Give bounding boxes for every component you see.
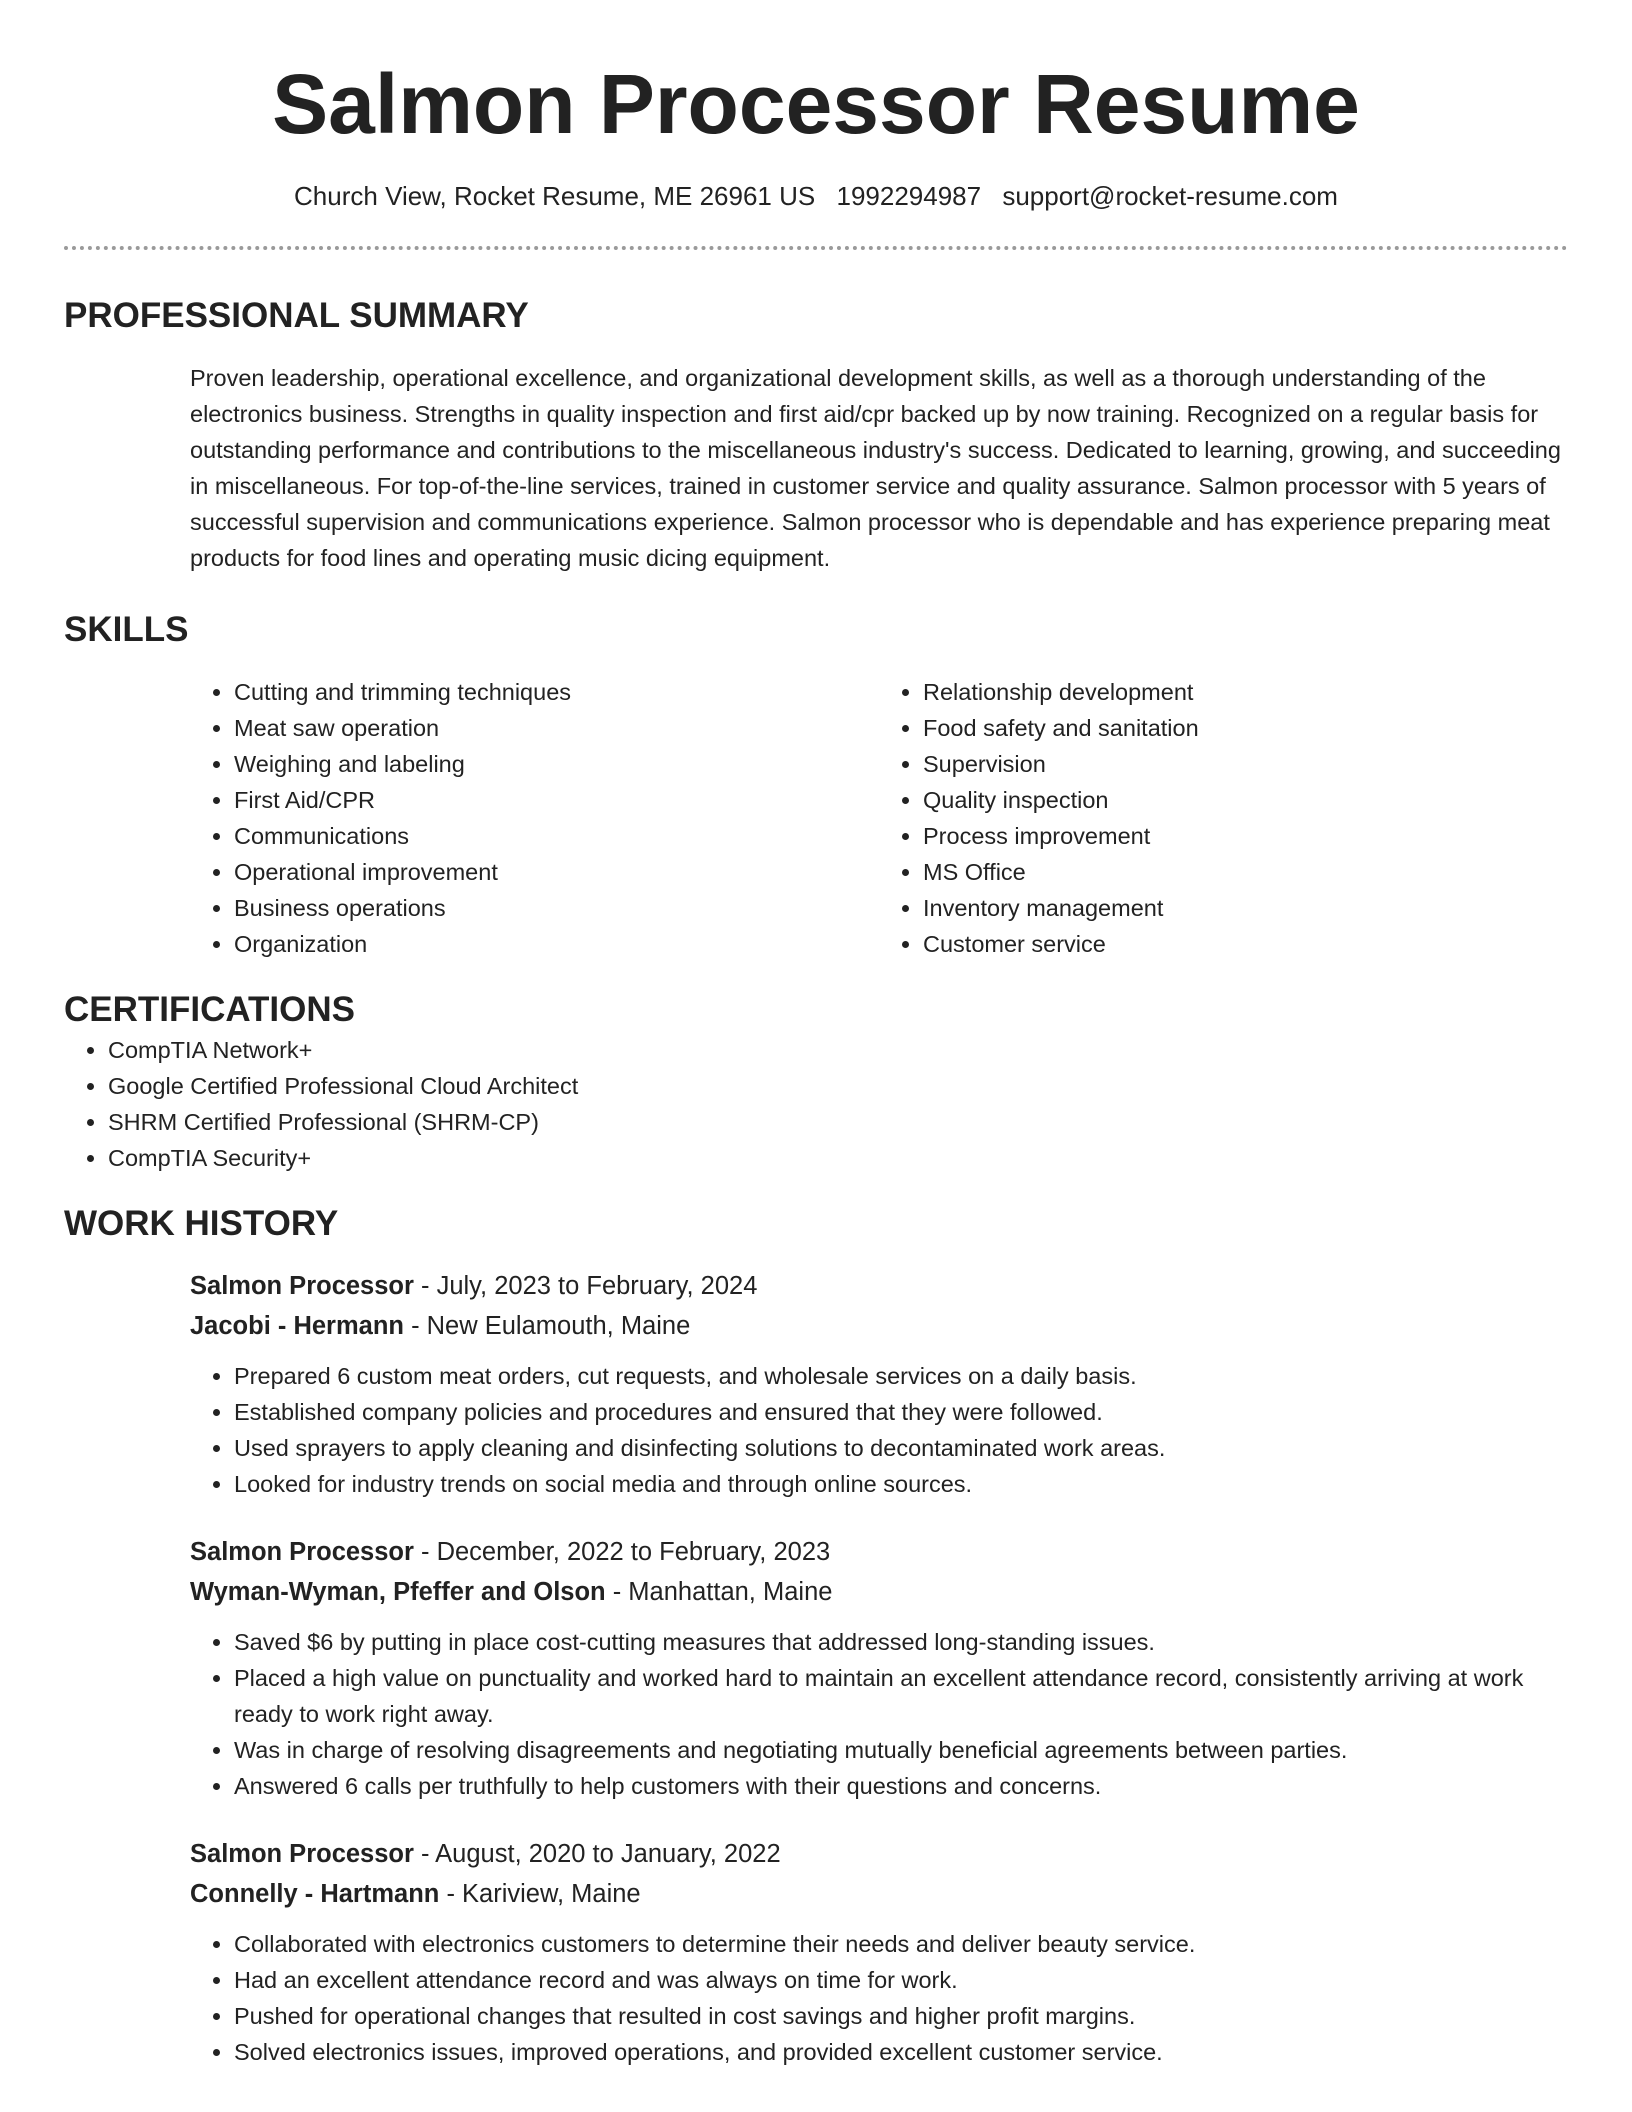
job-dates: - August, 2020 to January, 2022 (413, 1840, 781, 1868)
skill-item: • Food safety and sanitation (923, 710, 1568, 746)
summary-heading: PROFESSIONAL SUMMARY (64, 296, 529, 335)
certification-item: • SHRM Certified Professional (SHRM-CP) (108, 1104, 1568, 1140)
certification-item: • CompTIA Network+ (108, 1032, 1568, 1068)
skill-item: • Communications (234, 818, 879, 854)
skills-list-left (190, 674, 879, 962)
skill-item: • Meat saw operation (234, 710, 879, 746)
certifications-heading: CERTIFICATIONS (64, 990, 356, 1029)
job-role: Salmon Processor (190, 1538, 414, 1566)
job-duty: • Saved $6 by putting in place cost-cutting measures that addressed long-standing issues. (234, 1624, 1568, 1660)
job-role: Salmon Processor (190, 1272, 414, 1300)
job-duty: • Solved electronics issues, improved operations, and provided excellent customer service. (234, 2034, 1568, 2070)
job-entry (190, 1834, 1568, 2070)
contact-email: support@rocket-resume.com (1002, 181, 1338, 211)
skill-item: • Operational improvement (234, 854, 879, 890)
skills-columns (190, 674, 1568, 962)
skill-item: • Weighing and labeling (234, 746, 879, 782)
job-duty: • Used sprayers to apply cleaning and disinfecting solutions to decontaminated work areas. (234, 1430, 1568, 1466)
job-entry (190, 1532, 1568, 1804)
job-dates: - July, 2023 to February, 2024 (413, 1272, 758, 1300)
skill-item: • Process improvement (923, 818, 1568, 854)
job-company-line (190, 1306, 1568, 1346)
work-history-heading: WORK HISTORY (64, 1204, 339, 1243)
job-entry (190, 1266, 1568, 1502)
job-location: - New Eulamouth, Maine (403, 1312, 691, 1340)
skill-item: • Cutting and trimming techniques (234, 674, 879, 710)
job-duty: • Collaborated with electronics customers to determine their needs and deliver beauty service. (234, 1926, 1568, 1962)
job-duty: • Looked for industry trends on social media and through online sources. (234, 1466, 1568, 1502)
job-duty: • Placed a high value on punctuality and worked hard to maintain an excellent attendance record, consistently arriving at work ready to work right away. (234, 1660, 1568, 1732)
job-location: - Manhattan, Maine (605, 1578, 833, 1606)
summary-text: Proven leadership, operational excellence, and organizational development skills, as well as a thorough understanding of the electronics business. Strengths in quality inspection and first aid/cpr backed up by now training. Recognized on a regular basis for outstanding performance and contributions to the miscellaneous industry's success. Dedicated to learning, growing, and succeeding in miscellaneous. For top-of-the-line services, trained in customer service and quality assurance. Salmon processor with 5 years of successful supervision and communications experience. Salmon processor who is dependable and has experience preparing meat products for food lines and operating music dicing equipment. (190, 365, 1561, 571)
contact-line (64, 180, 1568, 212)
job-duties-list (190, 1926, 1568, 2070)
resume-title: Salmon Processor Resume (272, 57, 1360, 151)
contact-phone: 1992294987 (836, 181, 982, 211)
header-divider (64, 246, 1568, 250)
skill-item: • Business operations (234, 890, 879, 926)
job-duty: • Was in charge of resolving disagreements and negotiating mutually beneficial agreements between parties. (234, 1732, 1568, 1768)
certification-item: • CompTIA Security+ (108, 1140, 1568, 1176)
skills-heading: SKILLS (64, 610, 189, 649)
job-role: Salmon Processor (190, 1840, 414, 1868)
job-company-line (190, 1572, 1568, 1612)
skill-item: • Relationship development (923, 674, 1568, 710)
job-company: Jacobi - Hermann (190, 1312, 404, 1340)
certifications-list (64, 1032, 1568, 1176)
job-role-line (190, 1532, 1568, 1572)
job-duty: • Answered 6 calls per truthfully to help customers with their questions and concerns. (234, 1768, 1568, 1804)
job-role-line (190, 1266, 1568, 1306)
skill-item: • Organization (234, 926, 879, 962)
job-duties-list (190, 1358, 1568, 1502)
skill-item: • MS Office (923, 854, 1568, 890)
job-role-line (190, 1834, 1568, 1874)
job-dates: - December, 2022 to February, 2023 (413, 1538, 831, 1566)
certification-item: • Google Certified Professional Cloud Architect (108, 1068, 1568, 1104)
skill-item: • Customer service (923, 926, 1568, 962)
job-duty: • Had an excellent attendance record and was always on time for work. (234, 1962, 1568, 1998)
job-location: - Kariview, Maine (439, 1880, 641, 1908)
job-company-line (190, 1874, 1568, 1914)
skill-item: • Inventory management (923, 890, 1568, 926)
job-duties-list (190, 1624, 1568, 1804)
contact-address: Church View, Rocket Resume, ME 26961 US (294, 181, 816, 211)
skill-item: • Quality inspection (923, 782, 1568, 818)
job-duty: • Established company policies and procedures and ensured that they were followed. (234, 1394, 1568, 1430)
skill-item: • Supervision (923, 746, 1568, 782)
job-duty: • Pushed for operational changes that resulted in cost savings and higher profit margins. (234, 1998, 1568, 2034)
job-company: Connelly - Hartmann (190, 1880, 440, 1908)
job-duty: • Prepared 6 custom meat orders, cut requests, and wholesale services on a daily basis. (234, 1358, 1568, 1394)
job-company: Wyman-Wyman, Pfeffer and Olson (190, 1578, 606, 1606)
skill-item: • First Aid/CPR (234, 782, 879, 818)
skills-list-right (879, 674, 1568, 962)
